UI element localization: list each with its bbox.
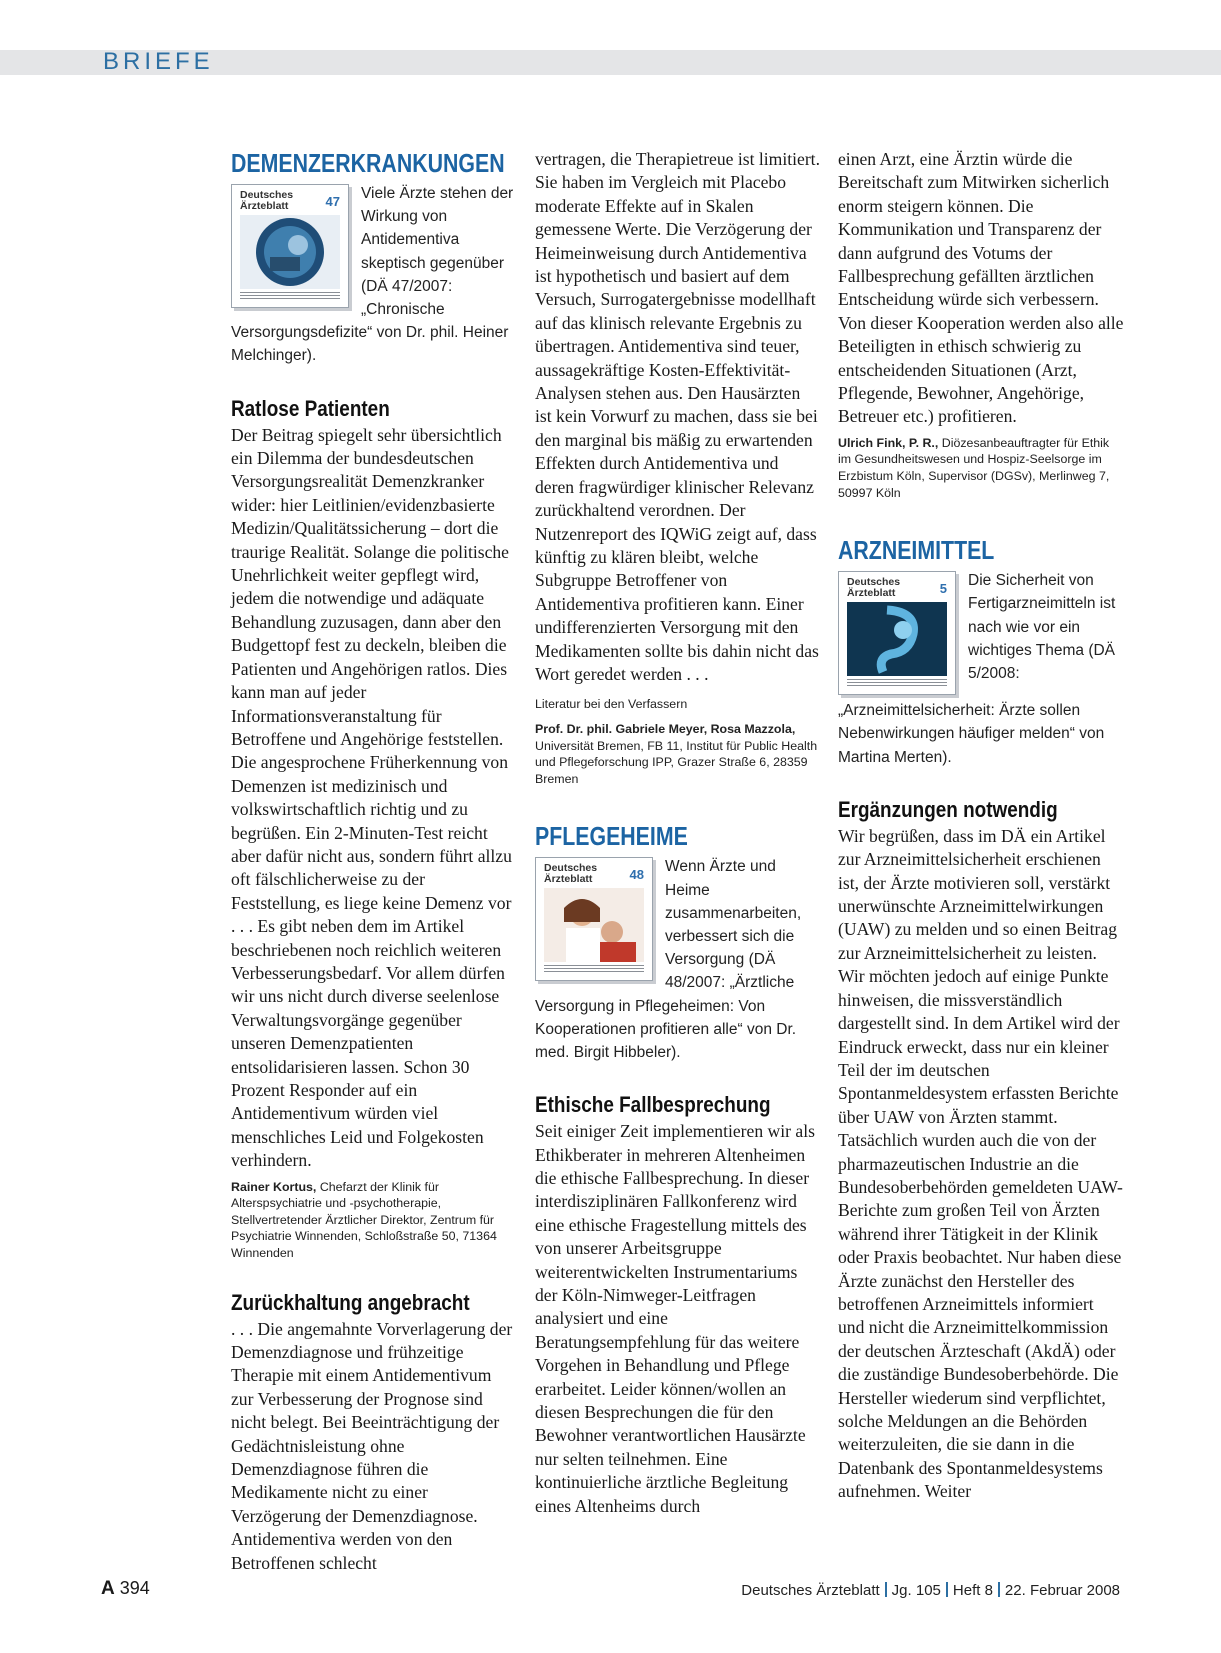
- letter-heading: Ergänzungen notwendig: [838, 796, 1058, 822]
- journal-issue: Heft 8: [952, 1582, 993, 1599]
- literature-note: Literatur bei den Verfassern: [535, 697, 688, 712]
- letter-body-continued: einen Arzt, eine Ärztin würde die Bereitschaft zum Mitwirken sicherlich enorm steigern können. Die Kommunikation und Transparenz der dann aufgrund des Votums der Fallbesprechung gefällten ärztlichen Entscheidung würde sich verbessern. Von dieser Kooperation werden also alle Beteiligten in ethisch schwierig zu entscheidenden Situationen (Arzt, Pflegende, Bewohner, Angehörige, Betreuer etc.) profitieren.: [838, 149, 1124, 427]
- magazine-cover-47: [231, 184, 349, 308]
- cover-issue-number: 48: [629, 867, 644, 883]
- author-affiliation: Universität Bremen, FB 11, Institut für Public Health und Pflegeforschung IPP, Grazer Straße 6, 28359 Bremen: [535, 738, 818, 786]
- author-affiliation: Chefarzt der Klinik für Alterspsychiatrie und -psychotherapie, Stellvertretender Ärztlicher Direktor, Zentrum für Psychiatrie Winnenden, Schloßstraße 50, 71364 Winnenden: [231, 1179, 497, 1260]
- topic-heading-pflegeheime: PFLEGEHEIME: [535, 821, 688, 852]
- page-number: A 394: [101, 1578, 150, 1599]
- author-name: Prof. Dr. phil. Gabriele Meyer, Rosa Mazzola,: [535, 721, 796, 736]
- intro-text: Viele Ärzte stehen der Wirkung von Antidementiva skeptisch gegenüber (DÄ 47/2007: „Chronische Versorgungsdefizite“ von Dr. phil. Heiner Melchinger).: [231, 185, 514, 365]
- letter-body-continued: vertragen, die Therapietreue ist limitiert. Sie haben im Vergleich mit Placebo moderate Effekte auf in Skalen gemessene Werte. Die Verzögerung der Heimeinweisung durch Antidementiva ist hypothetisch und basiert auf dem Versuch, Surrogatergebnisse modellhaft auf das klinisch relevante Ergebnis zu übertragen. Antidementiva sind teuer, aussagekräftige Kosten-Effektivität-Analysen stehen aus. Den Hausärzten ist kein Vorwurf zu machen, dass sie bei den marginal bis mäßig zu erwartenden Effekten durch Antidementiva und deren fragwürdiger klinischer Relevanz zurückhaltend verordnen. Der Nutzenreport des IQWiG zeigt auf, dass künftig zu klären bleibt, welche Subgruppe Betroffener von Antidementiva profitieren kann. Einer undifferenzierten Versorgung mit den Medikamenten sollte bis dahin nicht das Wort geredet werden . . .: [535, 149, 820, 684]
- topic-intro-demenz: [231, 182, 517, 368]
- author-name: Rainer Kortus,: [231, 1179, 317, 1194]
- cover-issue-number: 47: [325, 194, 340, 209]
- cover-image: [240, 215, 340, 289]
- cover-caption-lines: [544, 965, 644, 973]
- letter-heading: Zurückhaltung angebracht: [231, 1289, 470, 1315]
- section-label: BRIEFE: [103, 48, 214, 75]
- topic-intro-arzneimittel: [838, 569, 1124, 769]
- letter-signature: [838, 435, 1124, 501]
- cover-title: Deutsches Ärzteblatt: [847, 576, 901, 600]
- topic-heading-arzneimittel: ARZNEIMITTEL: [838, 535, 995, 566]
- column-1: [231, 148, 517, 1575]
- journal-volume: Jg. 105: [891, 1582, 941, 1599]
- letter-heading: Ratlose Patienten: [231, 395, 390, 421]
- letter-signature: [535, 721, 821, 787]
- topic-intro-pflegeheime: [535, 855, 821, 1064]
- cover-title: Deutsches Ärzteblatt: [240, 189, 294, 212]
- cover-issue-number: 5: [939, 581, 947, 597]
- journal-date: 22. Februar 2008: [1004, 1582, 1120, 1599]
- cover-image: [847, 602, 947, 676]
- letter-body: . . . Die angemahnte Vorverlagerung der Demenzdiagnose und frühzeitige Therapie mit einem Antidementivum zur Verbesserung der Prognose sind nicht belegt. Bei Beeinträchtigung der Gedächtnisleistung ohne Demenzdiagnose führen die Medikamente nicht zu einer Verzögerung der Demenzdiagnose. Antidementiva werden von den Betroffenen schlecht: [231, 1318, 513, 1573]
- cover-caption-lines: [847, 679, 947, 687]
- column-2: [535, 148, 821, 1518]
- column-3: [838, 148, 1124, 1504]
- journal-footer: [741, 1582, 1120, 1599]
- magazine-cover-48: [535, 857, 653, 981]
- letter-heading: Ethische Fallbesprechung: [535, 1092, 771, 1118]
- letter-signature: [231, 1179, 517, 1262]
- intro-text: Die Sicherheit von Fertigarzneimitteln ist nach wie vor ein wichtiges Thema (DÄ 5/2008: „Arzneimittelsicherheit: Ärzte sollen Nebenwirkungen häufiger melden“ von Martina Merten).: [838, 572, 1116, 766]
- letter-body: Der Beitrag spiegelt sehr übersichtlich ein Dilemma der bundesdeutschen Versorgungsrealität Demenzkranker wider: hier Leitlinien/evidenzbasierte Medizin/Qualitätssicherung – dort die traurige Realität. Solange die politische Unehrlichkeit weiter gepflegt wird, jedem die notwendige und adäquate Behandlung zuzusagen, dann aber den Budgettopf fest zu deckeln, bleiben die Patienten und Angehörigen ratlos. Dies kann man auf jeder Informationsveranstaltung für Betroffene und Angehörige feststellen. Die angesprochene Früherkennung von Demenzen ist medizinisch und volkswirtschaftlich richtig und zu begrüßen. Ein 2-Minuten-Test reicht aber dafür nicht aus, sondern führt allzu oft fälschlicherweise zu der Feststellung, es liege keine Demenz vor . . . Es gibt neben dem im Artikel beschriebenen noch reichlich weiteren Verbesserungsbedarf. Vor allem dürfen wir uns nicht durch diverse seelenlose Verwaltungsvorgänge gegenüber unseren Demenzpatienten entsolidarisieren lassen. Schon 30 Prozent Responder auf ein Antidementivum würden viel menschliches Leid und Folgekosten verhindern.: [231, 424, 512, 1171]
- cover-title: Deutsches Ärzteblatt: [544, 862, 598, 886]
- topic-heading-demenz: DEMENZERKRANKUNGEN: [231, 148, 505, 178]
- magazine-cover-5: [838, 571, 956, 695]
- author-name: Ulrich Fink, P. R.,: [838, 435, 939, 450]
- letter-body: Wir begrüßen, dass im DÄ ein Artikel zur Arzneimittelsicherheit erschienen ist, der Ärzte motivieren soll, verstärkt unerwünschte Arzneimittelwirkungen (UAW) zu melden und so einen Beitrag zur Arzneimittelsicherheit zu leisten. Wir möchten jedoch auf einige Punkte hinweisen, die missverständlich dargestellt sind. In dem Artikel wird der Eindruck erweckt, dass nur ein kleiner Teil der im deutschen Spontanmeldesystem erfassten Berichte über UAW von Ärzten stammt. Tatsächlich wurden auch die von der pharmazeutischen Industrie an die Bundesoberbehörden gemeldeten UAW-Berichte zum großen Teil von Ärzten während ihrer Tätigkeit in der Klinik oder Praxis beobachtet. Nur haben diese Ärzte zunächst den Hersteller des betroffenen Arzneimittels informiert und nicht die Arzneimittelkommission der deutschen Ärzteschaft (AkdÄ) oder die zuständige Bundesoberbehörde. Die Hersteller wiederum sind verpflichtet, solche Meldungen an die Behörden weiterzuleiten, die sie dann in die Datenbank des Spontanmeldesystems aufnehmen. Weiter: [838, 825, 1123, 1502]
- cover-caption-lines: [240, 292, 340, 300]
- author-affiliation: Diözesanbeauftragter für Ethik im Gesundheitswesen und Hospiz-Seelsorge im Erzbistum Köln, Supervisor (DGSv), Merlinweg 7, 50997 Köln: [838, 435, 1110, 500]
- cover-image: [544, 888, 644, 962]
- journal-name: Deutsches Ärzteblatt: [741, 1582, 880, 1599]
- letter-body: Seit einiger Zeit implementieren wir als Ethikberater in mehreren Altenheimen die ethische Fallbesprechung. In dieser interdisziplinären Fallkonferenz wird eine ethische Fragestellung mittels des von unserer Arbeitsgruppe weiterentwickelten Instrumentariums der Köln-Nimweger-Leitfragen analysiert und eine Beratungsempfehlung für das weitere Vorgehen in Behandlung und Pflege erarbeitet. Leider können/wollen an diesen Besprechungen die für den Bewohner verantwortlichen Hausärzte nur selten teilnehmen. Eine kontinuierliche ärztliche Begleitung eines Altenheims durch: [535, 1121, 815, 1516]
- intro-text: Wenn Ärzte und Heime zusammenarbeiten, verbessert sich die Versorgung (DÄ 48/2007: „Ärztliche Versorgung in Pflegeheimen: Von Kooperationen profitieren alle“ von Dr. med. Birgit Hibbeler).: [535, 858, 802, 1061]
